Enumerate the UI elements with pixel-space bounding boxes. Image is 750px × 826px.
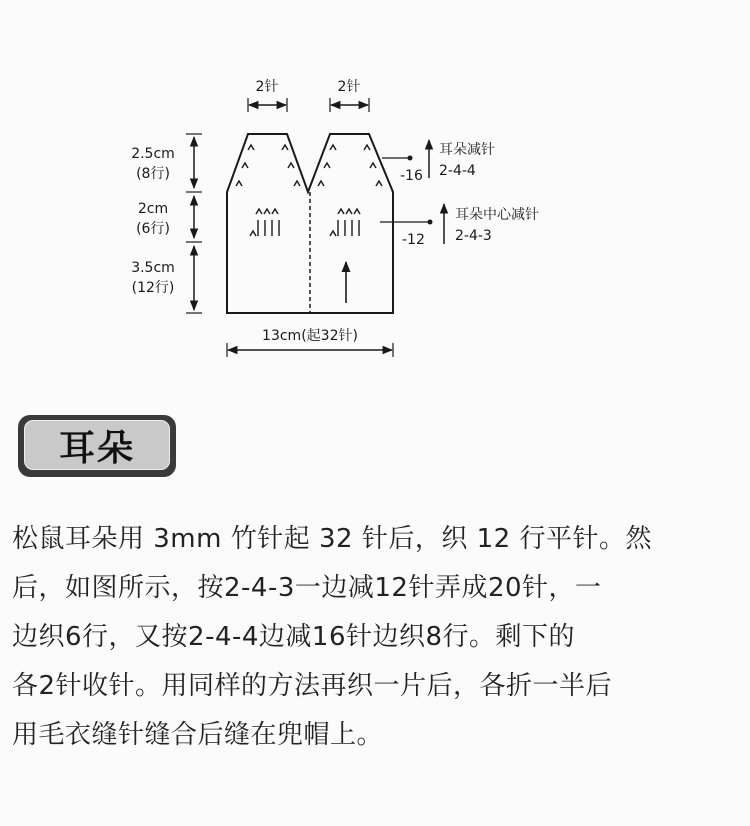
height-rows-1: (8行): [136, 166, 170, 182]
section-title-inner: [24, 420, 170, 470]
ear-knitting-diagram: [0, 0, 750, 400]
height-rows-3: (12行): [131, 280, 175, 296]
instruction-line-5: 用毛衣缝针缝合后缝在兜帽上。: [12, 720, 384, 750]
instruction-line-2: 后，如图所示，按2-4-3一边减12针弄成20针，一: [12, 573, 602, 603]
outer-decrease-label: 耳朵减针: [439, 142, 495, 158]
section-title-badge: [18, 415, 176, 477]
section-title: 耳朵: [58, 427, 135, 469]
instruction-line-4: 各2针收针。用同样的方法再织一片后，各折一半后: [12, 671, 613, 701]
outer-decrease-rule: 2-4-4: [439, 163, 476, 179]
height-label-3: 3.5cm: [131, 260, 175, 276]
height-rows-2: (6行): [136, 221, 170, 237]
height-label-2: 2cm: [137, 201, 169, 217]
instruction-line-1: 松鼠耳朵用 3mm 竹针起 32 针后，织 12 行平针。然: [12, 524, 652, 554]
center-decrease-label: 耳朵中心减针: [455, 207, 539, 223]
height-label-1: 2.5cm: [131, 146, 175, 162]
decrease-marks-left: [236, 145, 300, 236]
instruction-line-3: 边织6行，又按2-4-4边减16针边织8行。剩下的: [12, 622, 576, 652]
center-decrease-rule: 2-4-3: [455, 228, 492, 244]
center-decrease-count: -12: [402, 232, 425, 248]
top-right-label: 2针: [337, 79, 361, 95]
outer-decrease-count: -16: [400, 168, 423, 184]
decrease-marks-right: [318, 145, 382, 236]
instructions-text: [12, 515, 740, 760]
top-left-label: 2针: [255, 79, 279, 95]
bottom-width-label: 13cm(起32针): [262, 328, 358, 344]
